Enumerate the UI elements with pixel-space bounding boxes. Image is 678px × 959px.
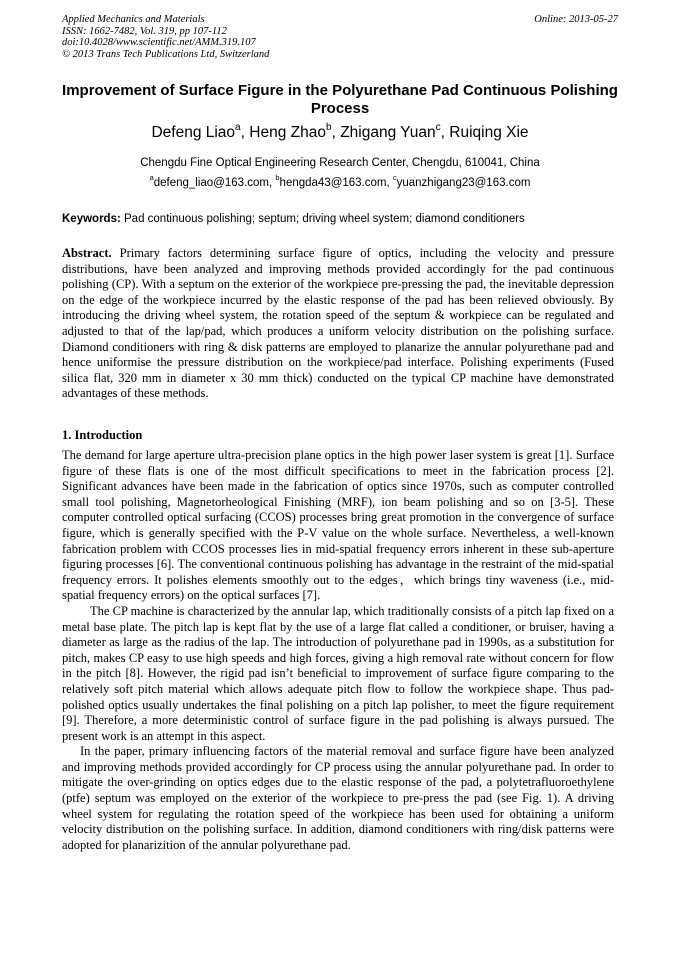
intro-paragraph-1: The demand for large aperture ultra-precision plane optics in the high power laser system is great [1]. Surface figure of these flats is one of the most difficult specifications to meet in the fabrication process [2]. Significant advances have been made in the fabrication of optics since 1970s, such as computer controlled small tool polishing, Magnetorheological Finishing (MRF), ion beam polishing and so on [3-5]. These computer controlled optical surfacing (CCOS) processes bring great promotion in the convergence of surface figure, which is generally specified with the P-V value on the whole surface. Nevertheless, a well-known fabrication problem with CCOS processes lies in mid-spatial frequency errors inherent in these sub-aperture figuring processes [6]. The conventional continuous polishing has advantage in the restraint of the mid-spatial frequency errors. It polishes elements smoothly out to the edges，which brings tiny waveness (i.e., mid-spatial frequency errors) on the optical surfaces [7]. <box>62 448 614 603</box>
author-name: Heng Zhao <box>249 124 326 141</box>
keywords-text: Pad continuous polishing; septum; driving wheel system; diamond conditioners <box>124 213 525 225</box>
author-mark: c <box>435 121 441 133</box>
keywords-label: Keywords: <box>62 213 121 225</box>
author-list: Defeng Liao$^a$, Heng Zhao$^b$, Zhigang Yuan$^c$, Ruiqing Xie <box>151 121 529 141</box>
author-name: Defeng Liao <box>151 124 236 141</box>
abstract-text: Primary factors determining surface figure of optics, including the velocity and pressure distributions, have been analyzed and improving methods provided accordingly for the pad continuous polishing (CP). With a septum on the exterior of the workpiece pre-pressing the pad, the inevitable depression on the edge of the workpiece incurred by the elastic response of the pad has been relieved obviously. By introducing the driving wheel system, the rotation speed of the septum & workpiece can be regulated and adjusted to that of the lap/pad, which produces a uniform velocity distribution on the polishing surface. Diamond conditioners with ring & disk patterns are employed to planarize the annular polyurethane pad and hence uniformise the pressure distribution on the workpiece/pad interface. Polishing experiments (Fused silica flat, 320 mm in diameter x 30 mm thick) conducted on the typical CP machine have demonstrated advantages of these methods. <box>62 246 614 401</box>
abstract <box>62 246 614 402</box>
intro-paragraph-2: The CP machine is characterized by the annular lap, which traditionally consists of a pitch lap fixed on a metal base plate. The pitch lap is kept flat by the use of a large flat called a conditioner, or bruiser, having a diameter as large as the radius of the lap. The introduction of polyurethane pad in 1990s, as a substitution for pitch, makes CP easy to use high speeds and high forces, giving a high removal rate without concern for flow in the pitch [8]. However, the rigid pad isn’t beneficial to improvement of surface figure comparing to the relatively soft pitch material which allows adequate pitch flow to follow the workpiece shape. Thus pad-polished optics usually undertakes the final polishing on a pitch lap polisher, to meet the figure requirement [9]. Therefore, a more deterministic control of surface figure in the pad polishing is always pursued. The present work is an attempt in this aspect. <box>62 603 614 743</box>
running-header <box>62 14 618 60</box>
journal-name: Applied Mechanics and Materials <box>62 14 205 25</box>
section-heading-introduction: 1. Introduction <box>62 428 143 442</box>
email-mark: c <box>392 173 397 183</box>
abstract-label: Abstract. <box>62 246 112 260</box>
email-address: hengda43@163.com <box>279 177 387 189</box>
online-date: Online: 2013-05-27 <box>534 14 618 25</box>
email-mark: a <box>149 173 154 183</box>
author-name: Ruiqing Xie <box>449 124 529 141</box>
keywords <box>62 212 618 226</box>
author-emails: $^a$defeng_liao@163.com, $^b$hengda43@163.com, $^c$yuanzhigang23@163.com <box>149 173 531 189</box>
intro-paragraph-3: In the paper, primary influencing factors of the material removal and surface figure have been analyzed and improving methods provided accordingly for CP process using the annular polyurethane pad. In order to mitigate the over-grinding on optics edges due to the elastic response of the pad, a polytetrafluoroethylene (ptfe) septum was employed on the exterior of the workpiece to pre-press the pad (see Fig. 1). A driving wheel system for regulating the rotation speed of the workpiece has been used for obtaining a uniform velocity distribution on the polishing surface. In addition, diamond conditioners with ring/disk patterns were adopted for planarizition of the annular polyurethane pad. <box>62 744 614 852</box>
author-mark: a <box>235 121 241 133</box>
issn-line: ISSN: 1662-7482, Vol. 319, pp 107-112 <box>62 25 227 37</box>
author-name: Zhigang Yuan <box>340 124 436 141</box>
introduction-body <box>62 448 614 853</box>
email-mark: b <box>275 173 280 183</box>
author-mark: b <box>325 121 332 133</box>
copyright-line: © 2013 Trans Tech Publications Ltd, Switzerland <box>62 48 270 60</box>
email-address: defeng_liao@163.com <box>153 177 269 189</box>
paper-title: Improvement of Surface Figure in the Polyurethane Pad Continuous Polishing Process <box>62 82 618 117</box>
doi-line: doi:10.4028/www.scientific.net/AMM.319.107 <box>62 37 256 48</box>
affiliation: Chengdu Fine Optical Engineering Research Center, Chengdu, 610041, China <box>140 157 540 169</box>
email-address: yuanzhigang23@163.com <box>396 177 531 189</box>
